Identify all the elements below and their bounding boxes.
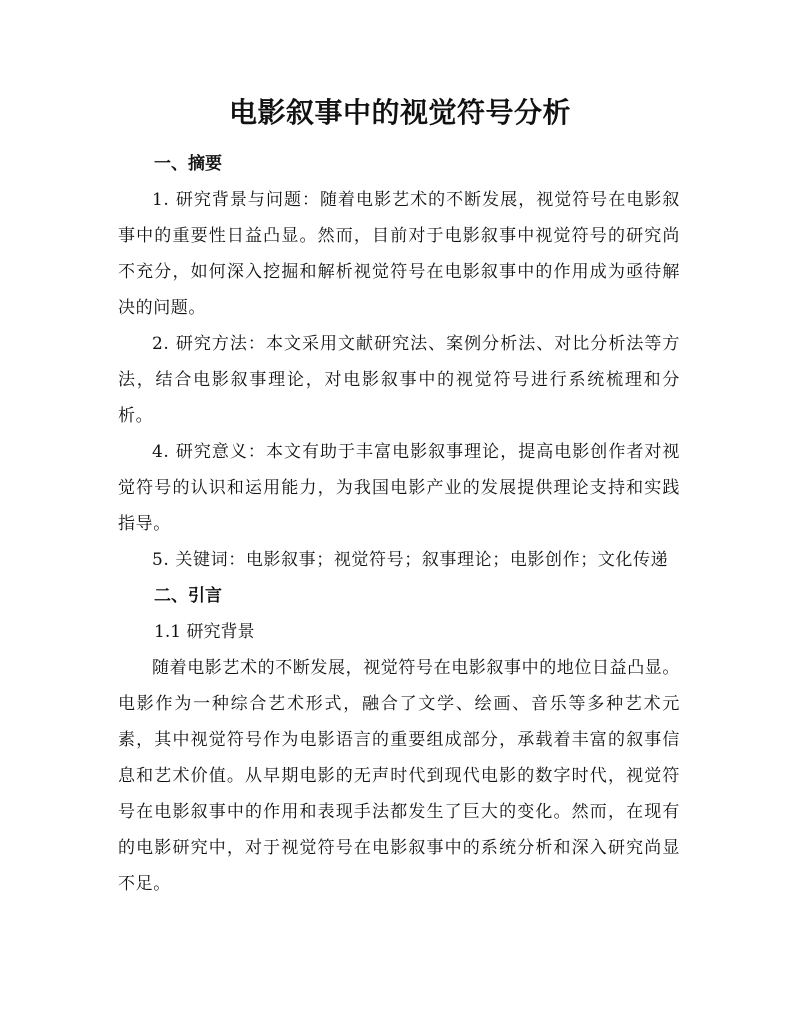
subheading-research-background: 1.1 研究背景 [154, 622, 255, 642]
document-title: 电影叙事中的视觉符号分析 [228, 96, 571, 129]
section-heading-introduction: 二、引言 [154, 586, 222, 606]
document-body [118, 146, 680, 902]
introduction-paragraph: 随着电影艺术的不断发展，视觉符号在电影叙事中的地位日益凸显。电影作为一种综合艺术形式，融合了文学、绘画、音乐等多种艺术元素，其中视觉符号作为电影语言的重要组成部分，承载着丰富的叙事信息和艺术价值。从早期电影的无声时代到现代电影的数字时代，视觉符号在电影叙事中的作用和表现手法都发生了巨大的变化。然而，在现有的电影研究中，对于视觉符号在电影叙事中的系统分析和深入研究尚显不足。 [118, 658, 680, 894]
abstract-item-keywords: 5. 关键词：电影叙事；视觉符号；叙事理论；电影创作；文化传递 [152, 550, 669, 570]
abstract-item-significance: 4. 研究意义：本文有助于丰富电影叙事理论，提高电影创作者对视觉符号的认识和运用能力，为我国电影产业的发展提供理论支持和实践指导。 [118, 442, 680, 534]
section-heading-abstract: 一、摘要 [154, 154, 222, 174]
abstract-item-methods: 2. 研究方法：本文采用文献研究法、案例分析法、对比分析法等方法，结合电影叙事理论，对电影叙事中的视觉符号进行系统梳理和分析。 [118, 334, 680, 426]
abstract-item-background: 1. 研究背景与问题：随着电影艺术的不断发展，视觉符号在电影叙事中的重要性日益凸显。然而，目前对于电影叙事中视觉符号的研究尚不充分，如何深入挖掘和解析视觉符号在电影叙事中的作用成为亟待解决的问题。 [118, 190, 680, 318]
